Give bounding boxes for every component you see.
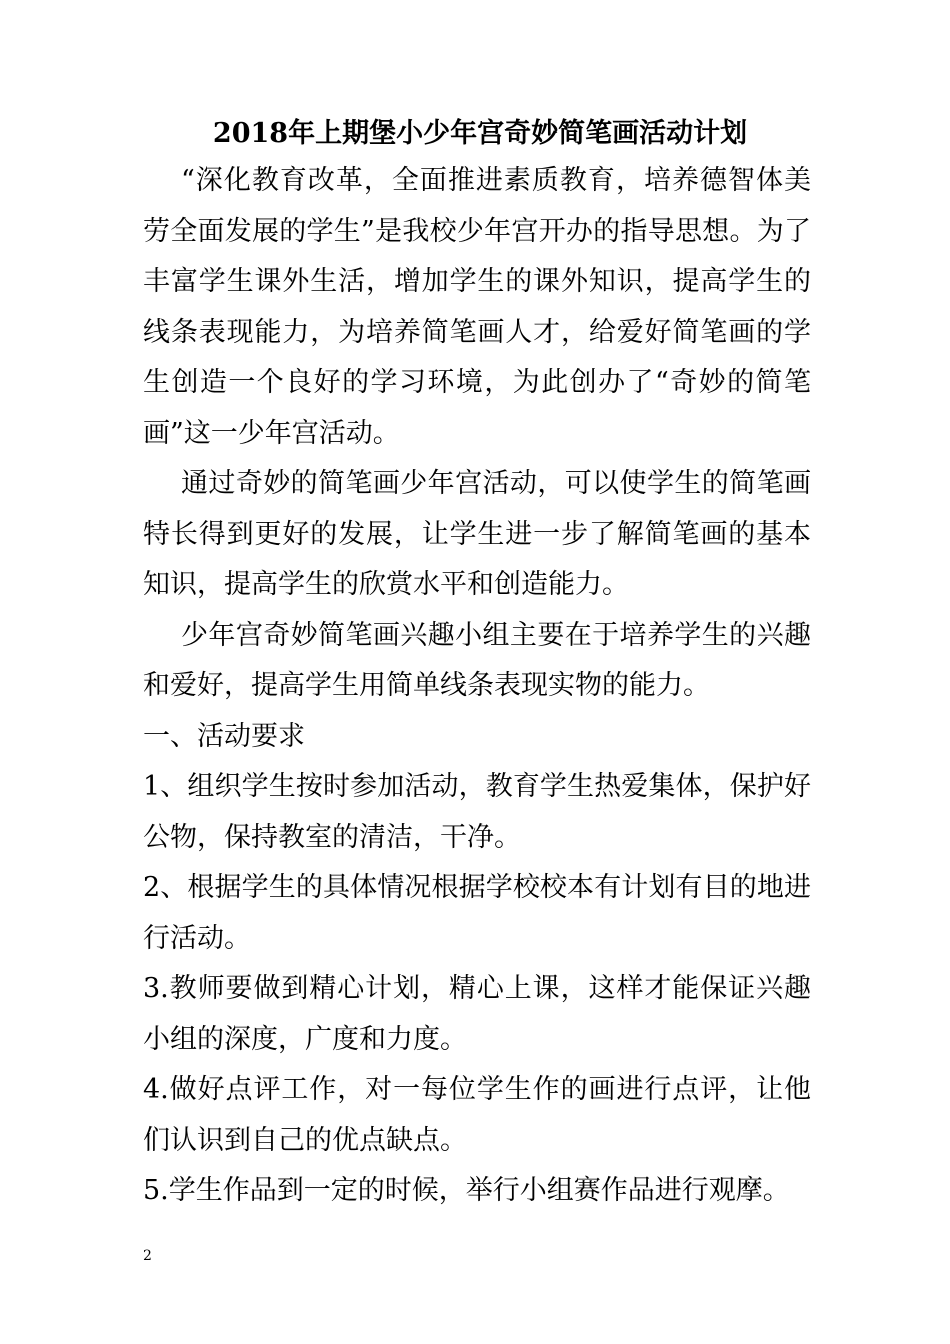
document-body	[143, 112, 811, 1217]
requirement-item-1: 1、组织学生按时参加活动，教育学生热爱集体，保护好公物，保持教室的清洁，干净。	[143, 771, 811, 853]
page-number: 2	[143, 1248, 152, 1264]
paragraph-purpose: 通过奇妙的简笔画少年宫活动，可以使学生的简笔画特长得到更好的发展，让学生进一步了解简笔画的基本知识，提高学生的欣赏水平和创造能力。	[143, 468, 811, 600]
paragraph-guiding-idea: “深化教育改革，全面推进素质教育，培养德智体美劳全面发展的学生”是我校少年宫开办的指导思想。为了丰富学生课外生活，增加学生的课外知识，提高学生的线条表现能力，为培养简笔画人才，给爱好简笔画的学生创造一个良好的学习环境，为此创办了“奇妙的简笔画”这一少年宫活动。	[143, 165, 811, 449]
paragraph-goal: 少年宫奇妙简笔画兴趣小组主要在于培养学生的兴趣和爱好，提高学生用简单线条表现实物的能力。	[143, 619, 811, 701]
section-heading: 一、活动要求	[143, 720, 305, 752]
requirement-item-4: 4.做好点评工作，对一每位学生作的画进行点评，让他们认识到自己的优点缺点。	[143, 1074, 811, 1156]
requirement-item-3: 3.教师要做到精心计划，精心上课，这样才能保证兴趣小组的深度，广度和力度。	[143, 973, 811, 1055]
requirement-item-5: 5.学生作品到一定的时候，举行小组赛作品进行观摩。	[143, 1175, 790, 1206]
document-title: 2018年上期堡小少年宫奇妙简笔画活动计划	[212, 118, 748, 149]
requirement-item-2: 2、根据学生的具体情况根据学校校本有计划有目的地进行活动。	[143, 872, 811, 954]
